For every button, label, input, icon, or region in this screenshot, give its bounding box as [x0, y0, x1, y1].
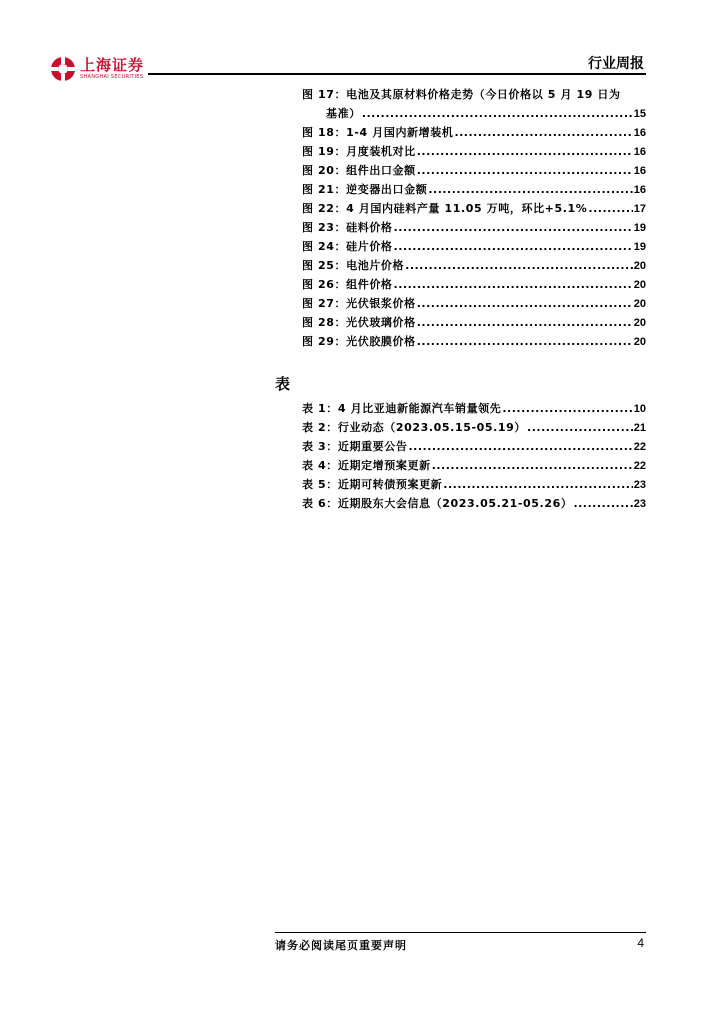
- toc-entry-table-3[interactable]: 表 3：近期重要公告 ..... 22: [302, 438, 646, 457]
- toc-entry-figure-27[interactable]: 图 27：光伏银浆价格 ..... 20: [302, 295, 646, 314]
- dot-leader: [417, 145, 633, 158]
- toc-entry-figure-17-part1[interactable]: 图 17：电池及其原材料价格走势（今日价格以 5 月 19 日为: [302, 88, 621, 101]
- page-number: 4: [637, 936, 644, 950]
- dot-leader: [417, 297, 633, 310]
- dot-leader: [362, 107, 633, 120]
- toc-entry-figure-22[interactable]: 图 22：4 月国内硅料产量 11.05 万吨，环比+5.1% ..... 17: [302, 200, 646, 219]
- dot-leader: [394, 278, 633, 291]
- figures-list: [302, 86, 646, 352]
- report-type-label: 行业周报: [588, 56, 644, 72]
- toc-entry-figure-28[interactable]: 图 28：光伏玻璃价格 ..... 20: [302, 314, 646, 333]
- dot-leader: [527, 421, 633, 434]
- dot-leader: [432, 459, 633, 472]
- toc-entry-figure-24[interactable]: 图 24：硅片价格 ..... 19: [302, 238, 646, 257]
- dot-leader: [394, 240, 633, 253]
- logo-english-name: SHANGHAI SECURITIES: [80, 74, 144, 80]
- toc-entry-figure-21[interactable]: 图 21：逆变器出口金额 ..... 16: [302, 181, 646, 200]
- dot-leader: [405, 259, 633, 272]
- dot-leader: [408, 440, 632, 453]
- dot-leader: [394, 221, 633, 234]
- dot-leader: [573, 497, 632, 510]
- toc-entry-table-4[interactable]: 表 4：近期定增预案更新 ..... 22: [302, 457, 646, 476]
- toc-entry-figure-20[interactable]: 图 20：组件出口金额 ..... 16: [302, 162, 646, 181]
- toc-entry-table-1[interactable]: 表 1：4 月比亚迪新能源汽车销量领先 ..... 10: [302, 400, 646, 419]
- dot-leader: [417, 164, 633, 177]
- header-divider: [148, 73, 646, 75]
- toc-entry-table-2[interactable]: 表 2：行业动态（2023.05.15-05.19） ..... 21: [302, 419, 646, 438]
- toc-entry-figure-29[interactable]: 图 29：光伏胶膜价格 ..... 20: [302, 333, 646, 352]
- toc-entry-figure-26[interactable]: 图 26：组件价格 ..... 20: [302, 276, 646, 295]
- company-logo: [50, 55, 144, 83]
- logo-emblem-icon: [50, 56, 76, 82]
- tables-list: [302, 400, 646, 514]
- toc-entry-figure-19[interactable]: 图 19：月度装机对比 ..... 16: [302, 143, 646, 162]
- disclaimer-note: 请务必阅读尾页重要声明: [275, 939, 407, 952]
- dot-leader: [417, 316, 633, 329]
- toc-entry-table-5[interactable]: 表 5：近期可转债预案更新 ..... 23: [302, 476, 646, 495]
- tables-section-title: 表: [275, 375, 291, 393]
- toc-entry-table-6[interactable]: 表 6：近期股东大会信息（2023.05.21-05.26） ..... 23: [302, 495, 646, 514]
- dot-leader: [428, 183, 632, 196]
- dot-leader: [502, 402, 632, 415]
- footer-divider: [275, 932, 646, 933]
- dot-leader: [443, 478, 632, 491]
- toc-entry-figure-18[interactable]: 图 18：1-4 月国内新增装机 ..... 16: [302, 124, 646, 143]
- toc-entry-figure-23[interactable]: 图 23：硅料价格 ..... 19: [302, 219, 646, 238]
- dot-leader: [417, 335, 633, 348]
- toc-entry-figure-17[interactable]: 基准） ..... 15: [302, 105, 646, 124]
- toc-entry-figure-25[interactable]: 图 25：电池片价格 ..... 20: [302, 257, 646, 276]
- dot-leader: [454, 126, 632, 139]
- logo-chinese-name: 上海证券: [80, 56, 145, 74]
- dot-leader: [588, 202, 632, 215]
